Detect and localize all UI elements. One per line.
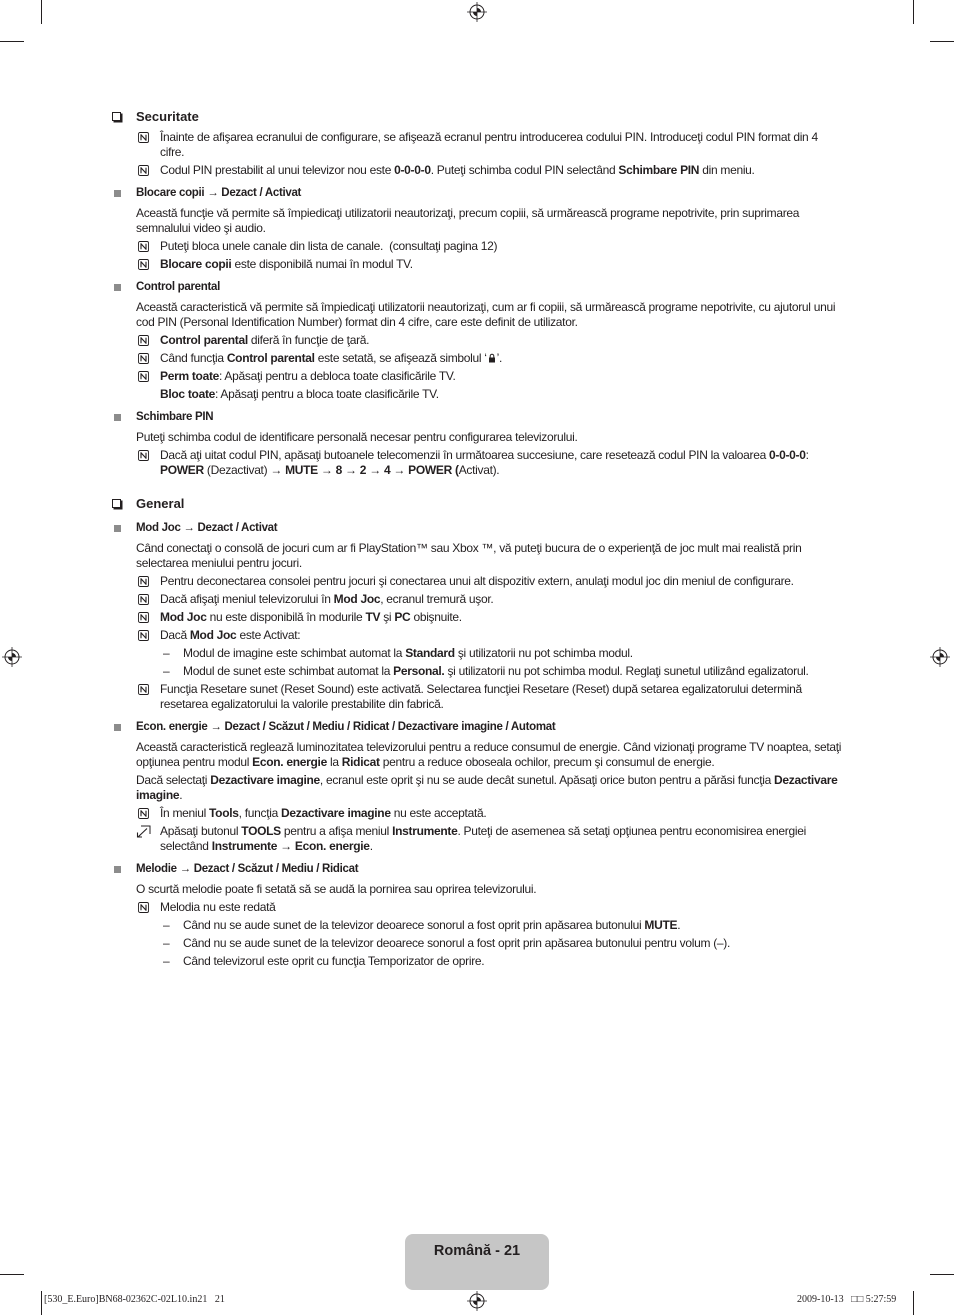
note-icon xyxy=(138,630,149,641)
square-bullet-icon xyxy=(114,525,121,532)
note xyxy=(112,610,842,625)
bold-text: Schimbare PIN xyxy=(618,163,700,177)
crop-mark xyxy=(41,0,42,24)
checkbox-icon xyxy=(112,499,121,508)
text-run: Această funcţie vă permite să împiedicaţi utilizatorii neautorizaţi, precum copiii, să urmărească programe nepotrivite, prin suprimarea semnalului video şi audio. xyxy=(136,206,803,235)
note xyxy=(112,574,842,589)
menu-option-title xyxy=(112,720,842,735)
crop-mark xyxy=(0,41,24,42)
bold-text: 2 xyxy=(359,463,367,477)
note-icon xyxy=(138,808,149,819)
note-icon xyxy=(138,165,149,176)
bold-text: 4 xyxy=(383,463,391,477)
text-run: nu este disponibilă în modurile xyxy=(206,610,366,624)
bold-text: Econ. energie → Dezact / Scăzut / Mediu / Ridicat / Dezactivare imagine / Automat xyxy=(136,721,556,733)
text-run: Când nu se aude sunet de la televizor deoarece sonorul a fost oprit prin apăsarea butonului pentru volum (–). xyxy=(183,936,730,950)
section-heading-text: Securitate xyxy=(136,109,199,124)
bold-text: MUTE xyxy=(644,918,678,932)
menu-option-title-text xyxy=(136,721,555,733)
crop-mark xyxy=(0,1274,24,1275)
note-continuation xyxy=(112,387,842,402)
text-run: → xyxy=(390,463,409,477)
note-icon xyxy=(138,241,149,252)
text-run: Puteţi bloca unele canale din lista de canale. (consultaţi pagina 12) xyxy=(160,239,498,253)
square-bullet-icon xyxy=(114,724,121,731)
paragraph xyxy=(112,206,842,236)
text-run: → xyxy=(277,839,295,853)
menu-option-block xyxy=(112,280,842,402)
tools-icon xyxy=(136,825,151,838)
bold-text: MUTE xyxy=(285,463,318,477)
note xyxy=(112,351,842,366)
page-number-tab xyxy=(405,1234,549,1290)
text-run: Apăsaţi butonul xyxy=(160,824,242,838)
bold-text: PC xyxy=(394,610,411,624)
bold-text: Dezactivare imagine xyxy=(136,773,841,802)
note-icon xyxy=(138,902,149,913)
bold-text: TV xyxy=(365,610,381,624)
text-run: În meniul xyxy=(160,806,210,820)
text-run: diferă în funcţie de ţară. xyxy=(247,333,370,347)
section-heading-text: General xyxy=(136,496,185,511)
text-run: . xyxy=(677,918,681,932)
menu-option-title xyxy=(112,186,842,201)
menu-option-title xyxy=(112,280,842,295)
bold-text: Ridicat xyxy=(341,755,380,769)
menu-option-block xyxy=(112,521,842,712)
bold-text: Schimbare PIN xyxy=(136,411,214,423)
text-run: Această caracteristică vă permite să împiedicaţi utilizatorii neautorizaţi, cum ar fi copiii, să urmărească programe nepotrivite, cu ajutorul unui cod PIN (Personal Identification Number) format din 4 cifre, care este definit de utilizator. xyxy=(136,300,839,329)
note-icon xyxy=(138,259,149,270)
crop-mark xyxy=(41,1291,42,1315)
bold-text: Standard xyxy=(405,646,455,660)
menu-option-title-text xyxy=(136,411,213,423)
tools-tip xyxy=(112,824,842,854)
text-run: → xyxy=(317,463,336,477)
bold-text: Mod Joc xyxy=(189,628,237,642)
square-bullet-icon xyxy=(114,414,121,421)
menu-option-title-text xyxy=(136,281,220,293)
text-run: O scurtă melodie poate fi setată să se audă la pornirea sau oprirea televizorului. xyxy=(136,882,537,896)
text-run: şi utilizatorii nu pot schimba modul. xyxy=(454,646,633,660)
text-run: Când televizorul este oprit cu funcţia Temporizator de oprire. xyxy=(183,954,485,968)
note xyxy=(112,257,842,272)
bold-text: Dezactivare imagine xyxy=(281,806,391,820)
note-icon xyxy=(138,684,149,695)
bold-text: Bloc toate xyxy=(160,387,216,401)
square-bullet-icon xyxy=(114,190,121,197)
bold-text: Econ. energie xyxy=(252,755,327,769)
menu-option-title-text xyxy=(136,863,358,875)
menu-option-title xyxy=(112,521,842,536)
paragraph xyxy=(112,541,842,571)
print-imprint-file: [530_E.Euro]BN68-02362C-02L10.in21 21 xyxy=(44,1294,225,1305)
bold-text: Mod Joc xyxy=(333,592,381,606)
dash-list-item xyxy=(112,664,842,679)
note-icon xyxy=(138,576,149,587)
text-run: , ecranul tremură uşor. xyxy=(380,592,494,606)
text-run: Pentru deconectarea consolei pentru jocuri şi conectarea unui alt dispozitiv extern, anulaţi modul joc din meniul de configurare. xyxy=(160,574,794,588)
note xyxy=(112,592,842,607)
text-run: : xyxy=(805,448,812,462)
text-run: şi utilizatorii nu pot schimba modul. Reglaţi sunetul utilizând egalizatorul. xyxy=(444,664,809,678)
note xyxy=(112,369,842,384)
text-run: ’. xyxy=(496,351,503,365)
menu-option-block xyxy=(112,410,842,478)
text-run: Dacă aţi uitat codul PIN, apăsaţi butoanele telecomenzii în următoarea succesiune, care resetează codul PIN la valoarea xyxy=(160,448,770,462)
text-run: Dacă xyxy=(160,628,190,642)
registration-mark-icon xyxy=(2,647,22,667)
text-run: Activat). xyxy=(458,463,500,477)
section-general xyxy=(112,496,845,969)
note-icon xyxy=(138,371,149,382)
square-bullet-icon xyxy=(114,866,121,873)
manual-content xyxy=(112,109,845,969)
dash-list-item xyxy=(112,954,842,969)
dash-marker: – xyxy=(163,954,170,968)
text-run: Modul de imagine este schimbat automat la xyxy=(183,646,406,660)
bold-text: Tools xyxy=(209,806,239,820)
bold-text: 0-0-0-0 xyxy=(769,448,806,462)
note xyxy=(112,900,842,915)
bold-text: Mod Joc xyxy=(160,610,207,624)
text-run: → xyxy=(342,463,360,477)
bold-text: Instrumente xyxy=(211,839,278,853)
text-run: Codul PIN prestabilit al unui televizor nou este xyxy=(160,163,395,177)
checkbox-icon xyxy=(112,112,121,121)
text-run: este disponibilă numai în modul TV. xyxy=(231,257,413,271)
text-run: este Activat: xyxy=(236,628,301,642)
menu-option-title-text xyxy=(136,187,301,199)
note-icon xyxy=(138,353,149,364)
bold-text: Personal. xyxy=(393,664,445,678)
registration-mark-icon xyxy=(930,647,950,667)
bold-text: POWER ( xyxy=(408,463,459,477)
bold-text: 0-0-0-0 xyxy=(394,163,431,177)
section-securitate xyxy=(112,109,842,478)
crop-mark xyxy=(913,0,914,24)
dash-marker: – xyxy=(163,936,170,950)
note-icon xyxy=(138,594,149,605)
text-run: Dacă afişaţi meniul televizorului în xyxy=(160,592,334,606)
text-run: Melodia nu este redată xyxy=(160,900,276,914)
text-run: (Dezactivat) → xyxy=(203,463,286,477)
registration-mark-icon xyxy=(467,1291,487,1311)
paragraph xyxy=(112,740,845,770)
menu-option-block xyxy=(112,186,842,272)
text-run: Dacă selectaţi xyxy=(136,773,211,787)
bold-text: 8 xyxy=(335,463,343,477)
note xyxy=(112,130,842,160)
paragraph xyxy=(112,882,842,897)
note-icon xyxy=(138,450,149,461)
menu-option-title xyxy=(112,862,842,877)
text-run: şi xyxy=(380,610,395,624)
bold-text: Control parental xyxy=(160,333,248,347)
note xyxy=(112,239,842,254)
crop-mark xyxy=(913,1291,914,1315)
dash-list-item xyxy=(112,646,842,661)
page-label: Română - 21 xyxy=(433,1243,521,1259)
note xyxy=(112,628,842,643)
text-run: Înainte de afişarea ecranului de configurare, se afişează ecranul pentru introducerea codului PIN. Introduceţi codul PIN format din 4 cifre. xyxy=(160,130,821,159)
dash-marker: – xyxy=(163,646,170,660)
text-run: → xyxy=(366,463,384,477)
dash-list-item xyxy=(112,936,842,951)
bold-text: Mod Joc → Dezact / Activat xyxy=(136,522,278,534)
bold-text: Instrumente xyxy=(392,824,458,838)
bold-text: Blocare copii xyxy=(160,257,232,271)
note xyxy=(112,448,842,478)
paragraph xyxy=(112,773,842,803)
text-run: obişnuite. xyxy=(410,610,462,624)
text-run: : Apăsaţi pentru a debloca toate clasificările TV. xyxy=(219,369,456,383)
text-run: . xyxy=(369,839,373,853)
crop-mark xyxy=(930,1274,954,1275)
bold-text: Control parental xyxy=(136,281,221,293)
text-run: nu este acceptată. xyxy=(390,806,487,820)
text-run: Când nu se aude sunet de la televizor deoarece sonorul a fost oprit prin apăsarea butonului xyxy=(183,918,645,932)
dash-marker: – xyxy=(163,918,170,932)
text-run: din meniu. xyxy=(699,163,755,177)
text-run: Când conectaţi o consolă de jocuri cum ar fi PlayStation™ sau Xbox ™, vă puteţi bucura de o experienţă de joc mult mai realistă prin selectarea meniului pentru jocuri. xyxy=(136,541,805,570)
bold-text: TOOLS xyxy=(241,824,281,838)
bold-text: Melodie → Dezact / Scăzut / Mediu / Ridicat xyxy=(136,863,359,875)
text-run: este setată, se afişează simbolul ‘ xyxy=(314,351,487,365)
text-run: Această caracteristică reglează luminozitatea televizorului pentru a reduce consumul de energie. Când vizionaţi programe TV noaptea, setaţi opţiunea pentru modul xyxy=(136,740,845,769)
paragraph xyxy=(112,300,842,330)
menu-option-title xyxy=(112,410,842,425)
note xyxy=(112,682,842,712)
paragraph xyxy=(112,430,842,445)
dash-list-item xyxy=(112,918,842,933)
text-run: la xyxy=(326,755,342,769)
text-run: Când funcţia xyxy=(160,351,227,365)
text-run: Puteţi schimba codul de identificare personală necesar pentru configurarea televizorului. xyxy=(136,430,578,444)
note-icon xyxy=(138,612,149,623)
bold-text: Econ. energie xyxy=(294,839,370,853)
text-run: : Apăsaţi pentru a bloca toate clasificările TV. xyxy=(215,387,439,401)
text-run: Modul de sunet este schimbat automat la xyxy=(183,664,394,678)
text-run: pentru a afişa meniul xyxy=(280,824,393,838)
registration-mark-icon xyxy=(467,2,487,22)
note xyxy=(112,806,842,821)
bold-text: Control parental xyxy=(226,351,315,365)
note xyxy=(112,333,842,348)
text-run: , funcţia xyxy=(238,806,281,820)
menu-option-title-text xyxy=(136,522,277,534)
text-run: . Puteţi de asemenea să setaţi opţiunea pentru economisirea energiei selectând xyxy=(160,824,810,853)
dash-marker: – xyxy=(163,664,170,678)
bold-text: Perm toate xyxy=(160,369,220,383)
section-heading xyxy=(112,109,842,125)
text-run: . xyxy=(179,788,183,802)
square-bullet-icon xyxy=(114,284,121,291)
text-run: . Puteţi schimba codul PIN selectând xyxy=(430,163,619,177)
menu-option-block xyxy=(112,720,845,854)
note xyxy=(112,163,842,178)
section-heading xyxy=(112,496,842,512)
note-icon xyxy=(138,132,149,143)
text-run: , ecranul este oprit şi nu se aude decât sunetul. Apăsaţi orice buton pentru a părăsi funcţia xyxy=(319,773,775,787)
bold-text: Dezactivare imagine xyxy=(210,773,320,787)
text-run: pentru a reduce oboseala ochilor, precum şi consumul de energie. xyxy=(379,755,715,769)
lock-icon xyxy=(488,353,496,363)
crop-mark xyxy=(930,41,954,42)
bold-text: POWER xyxy=(160,463,204,477)
note-icon xyxy=(138,335,149,346)
menu-option-block xyxy=(112,862,842,969)
print-imprint-date: 2009-10-13 □□ 5:27:59 xyxy=(797,1294,897,1305)
text-run: Funcţia Resetare sunet (Reset Sound) este activată. Selectarea funcţiei Resetare (Reset) după setarea egalizatorului determină resetarea egalizatorului la valorile prestabilite din fabrică. xyxy=(160,682,805,711)
bold-text: Blocare copii → Dezact / Activat xyxy=(136,187,302,199)
